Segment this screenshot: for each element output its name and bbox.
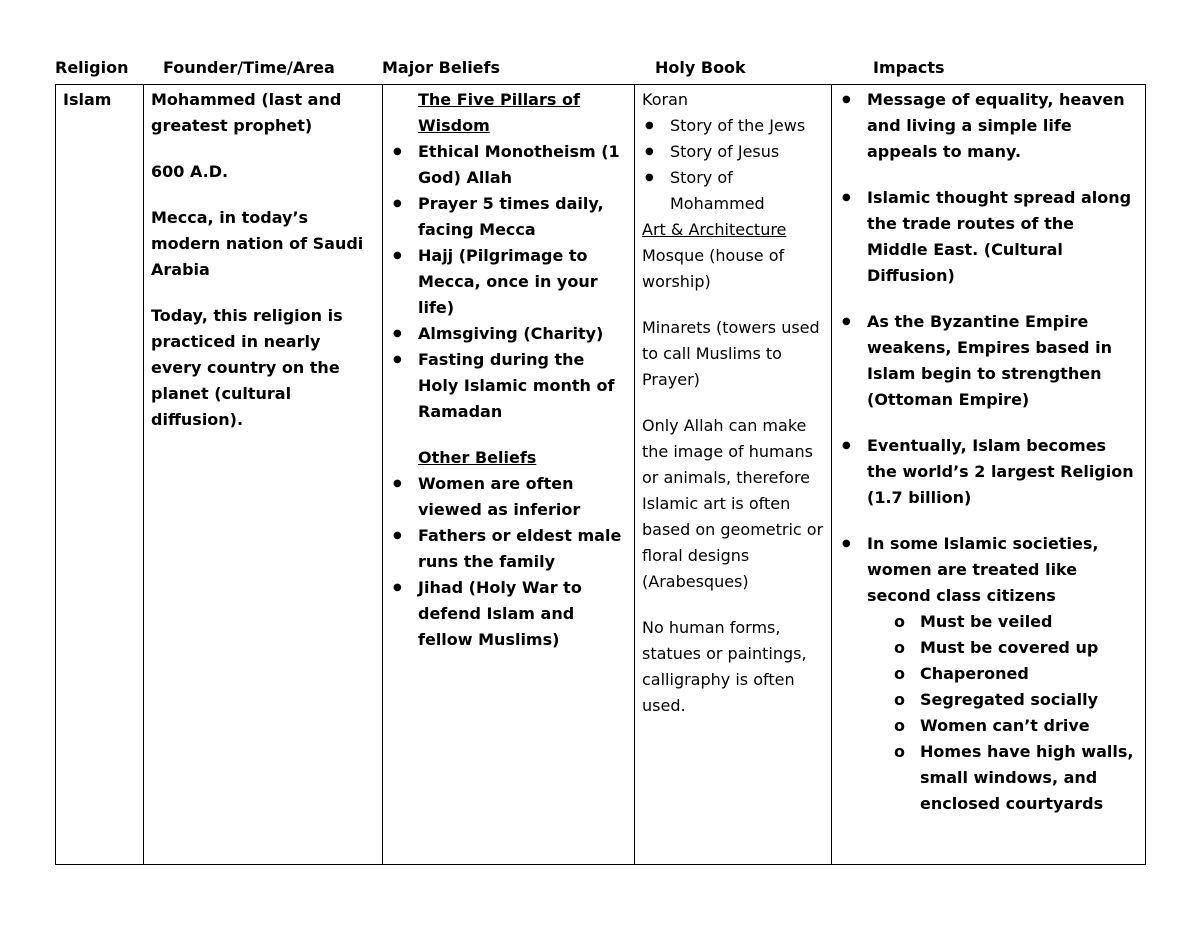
list-item: ● Story of Jesus <box>642 139 825 165</box>
cell-major-beliefs <box>383 85 635 865</box>
list-item: ● Almsgiving (Charity) <box>390 321 628 347</box>
header-holy-book: Holy Book <box>655 58 746 77</box>
list-item: ● Message of equality, heaven and living a simple life appeals to many. <box>839 87 1139 165</box>
list-item: o Homes have high walls, small windows, and enclosed courtyards <box>894 739 1139 817</box>
five-pillars-list <box>390 139 628 425</box>
list-item: ● Ethical Monotheism (1 God) Allah <box>390 139 628 191</box>
list-item: o Segregated socially <box>894 687 1139 713</box>
list-item: ● Fathers or eldest male runs the family <box>390 523 628 575</box>
religion-name: Islam <box>63 90 112 109</box>
five-pillars-heading: The Five Pillars of Wisdom <box>418 90 580 135</box>
founder-text: Mohammed (last and greatest prophet) <box>151 90 342 135</box>
art-image-text: Only Allah can make the image of humans or animals, therefore Islamic art is often based on geometric or floral designs (Arabesques) <box>642 416 824 591</box>
header-major-beliefs: Major Beliefs <box>382 58 501 77</box>
list-item: ● Story of the Jews <box>642 113 825 139</box>
header-religion: Religion <box>55 58 129 77</box>
list-item: o Must be covered up <box>894 635 1139 661</box>
women-restrictions-list <box>894 609 1139 817</box>
list-item: ● Jihad (Holy War to defend Islam and fellow Muslims) <box>390 575 628 653</box>
founder-today: Today, this religion is practiced in nearly every country on the planet (cultural diffusion). <box>151 306 343 429</box>
minarets-text: Minarets (towers used to call Muslims to Prayer) <box>642 318 820 389</box>
impacts-list <box>839 87 1139 609</box>
mosque-text: Mosque (house of worship) <box>642 246 785 291</box>
header-impacts: Impacts <box>873 58 945 77</box>
list-item: ● Hajj (Pilgrimage to Mecca, once in your life) <box>390 243 628 321</box>
list-item: ● Women are often viewed as inferior <box>390 471 628 523</box>
human-forms-text: No human forms, statues or paintings, calligraphy is often used. <box>642 618 807 715</box>
cell-holy-book <box>635 85 832 865</box>
cell-religion <box>56 85 144 865</box>
list-item: ● As the Byzantine Empire weakens, Empires based in Islam begin to strengthen (Ottoman Empire) <box>839 309 1139 413</box>
list-item: ● Prayer 5 times daily, facing Mecca <box>390 191 628 243</box>
list-item: ● In some Islamic societies, women are treated like second class citizens <box>839 531 1139 609</box>
list-item: ● Eventually, Islam becomes the world’s 2 largest Religion (1.7 billion) <box>839 433 1139 511</box>
list-item: o Chaperoned <box>894 661 1139 687</box>
cell-impacts <box>832 85 1146 865</box>
list-item: ● Fasting during the Holy Islamic month of Ramadan <box>390 347 628 425</box>
founder-time: 600 A.D. <box>151 162 229 181</box>
other-beliefs-heading: Other Beliefs <box>418 448 537 467</box>
cell-founder <box>144 85 383 865</box>
header-founder: Founder/Time/Area <box>163 58 335 77</box>
list-item: ● Islamic thought spread along the trade routes of the Middle East. (Cultural Diffusion) <box>839 185 1139 289</box>
stories-list <box>642 113 825 217</box>
other-beliefs-list <box>390 471 628 653</box>
table-row <box>56 85 1146 865</box>
list-item: ● Story of Mohammed <box>642 165 825 217</box>
founder-area: Mecca, in today’s modern nation of Saudi Arabia <box>151 208 364 279</box>
holy-book-title: Koran <box>642 90 689 109</box>
art-heading: Art & Architecture <box>642 220 787 239</box>
religion-table <box>55 84 1146 865</box>
list-item: o Women can’t drive <box>894 713 1139 739</box>
list-item: o Must be veiled <box>894 609 1139 635</box>
